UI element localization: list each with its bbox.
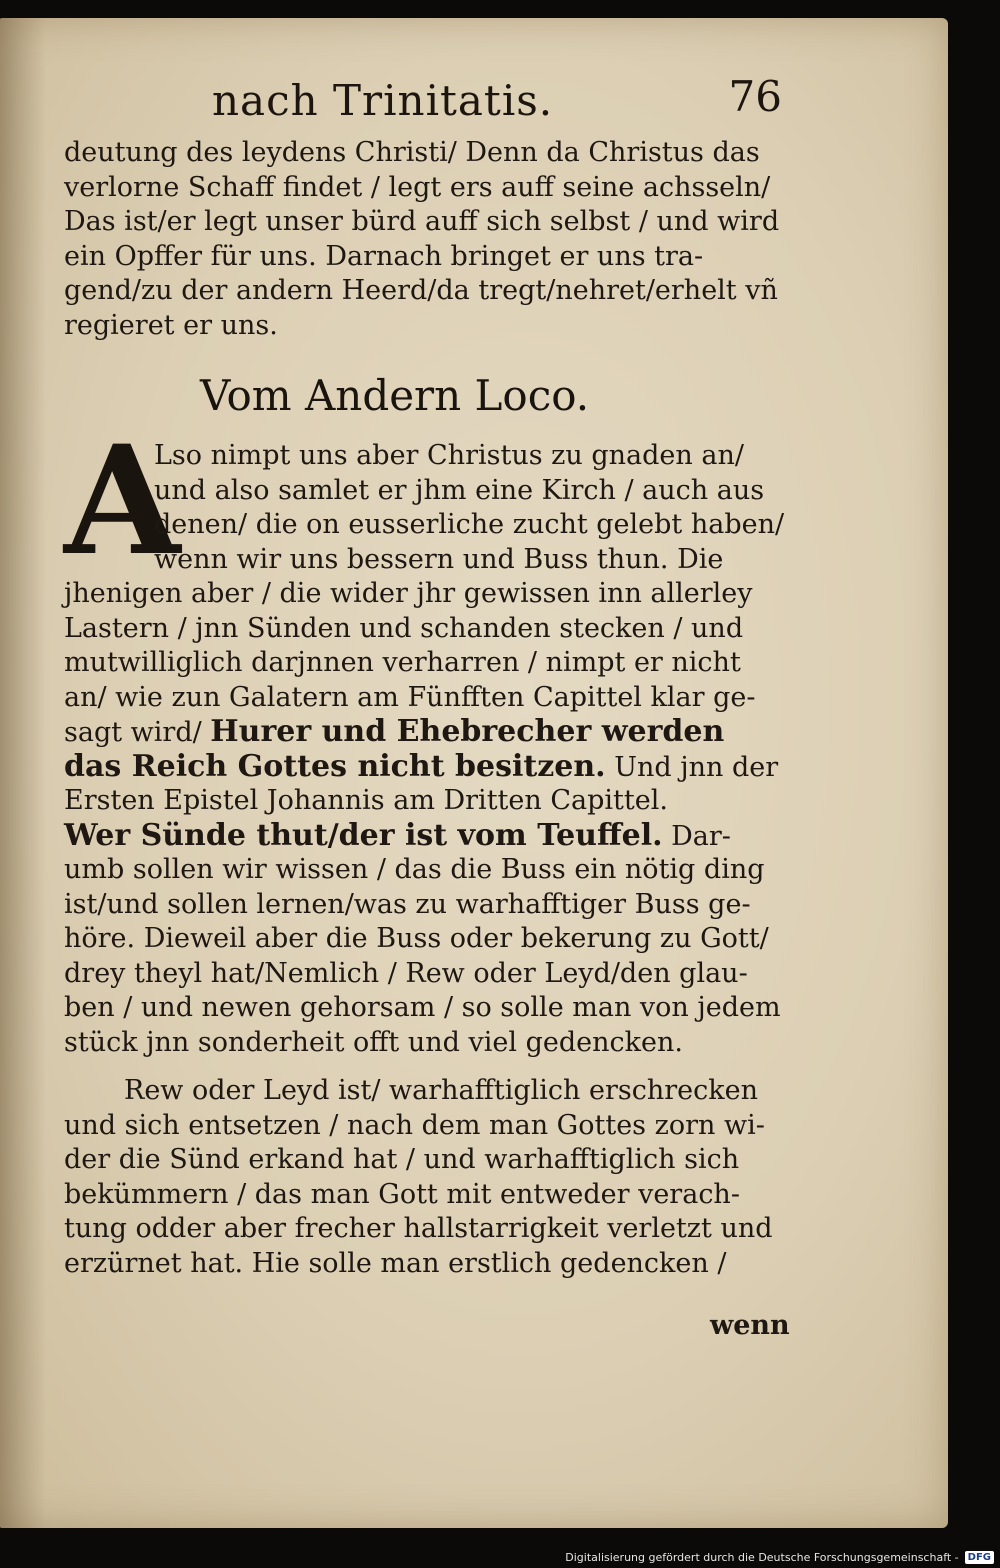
plain-text: Dar- <box>671 820 731 852</box>
text-line: regieret er uns. <box>64 309 278 341</box>
text-line-mixed <box>64 715 784 750</box>
credit-text: Digitalisierung gefördert durch die Deutsche Forschungsgemeinschaft - <box>565 1551 959 1564</box>
text-line: tung odder aber frecher hallstarrigkeit verletzt und <box>64 1213 773 1244</box>
text-line: gend/zu der andern Heerd/da tregt/nehret/erhelt vñ <box>64 275 778 306</box>
scripture-quote: das Reich Gottes nicht besitzen. <box>64 748 606 784</box>
text-line: an/ wie zun Galatern am Fünfften Capittel klar ge- <box>64 681 756 713</box>
text-line: drey theyl hat/Nemlich / Rew oder Leyd/den glau- <box>64 957 748 989</box>
text-line: höre. Dieweil aber die Buss oder bekerung zu Gott/ <box>64 923 769 954</box>
scripture-quote: Wer Sünde thut/der ist vom Teuffel. <box>64 817 663 853</box>
text-line: bekümmern / das man Gott mit entweder verach- <box>64 1178 740 1210</box>
text-block <box>64 136 784 1281</box>
paragraph-1 <box>64 136 784 343</box>
text-line: jhenigen aber / die wider jhr gewissen inn allerley <box>64 578 753 609</box>
text-line-mixed <box>64 750 784 785</box>
text-line: und sich entsetzen / nach dem man Gottes zorn wi- <box>64 1109 765 1141</box>
digitization-credit <box>565 1551 994 1564</box>
paragraph-3 <box>64 1074 784 1281</box>
text-line: denen/ die on eusserliche zucht gelebt haben/ <box>154 509 785 540</box>
text-line: Das ist/er legt unser bürd auff sich selbst / und wird <box>64 206 780 237</box>
text-line: deutung des leydens Christi/ Denn da Christus das <box>64 137 760 168</box>
running-title: nach Trinitatis. <box>212 76 554 125</box>
plain-text: sagt wird/ <box>64 717 202 748</box>
text-line: ben / und newen gehorsam / so solle man von jedem <box>64 992 781 1023</box>
text-line: Lso nimpt uns aber Christus zu gnaden an/ <box>154 440 744 471</box>
drop-initial-letter: A <box>64 413 181 589</box>
paragraph-2 <box>64 439 784 1060</box>
text-line: ist/und sollen lernen/was zu warhafftiger Buss ge- <box>64 888 751 920</box>
text-line: wenn wir uns bessern und Buss thun. Die <box>154 543 724 575</box>
text-line: Rew oder Leyd ist/ warhafftiglich erschrecken <box>124 1075 758 1106</box>
text-line: und also samlet er jhm eine Kirch / auch aus <box>154 474 765 506</box>
section-heading: Vom Andern Loco. <box>200 371 590 420</box>
text-line: der die Sünd erkand hat / und warhafftiglich sich <box>64 1144 740 1175</box>
scripture-quote: Hurer und Ehebrecher werden <box>210 714 725 749</box>
text-line: ein Opffer für uns. Darnach bringet er uns tra- <box>64 240 704 272</box>
catchword: wenn <box>710 1310 790 1341</box>
text-line: verlorne Schaff findet / legt ers auff seine achsseln/ <box>64 171 771 203</box>
dfg-logo: DFG <box>965 1551 994 1564</box>
text-line: stück jnn sonderheit offt und viel gedencken. <box>64 1026 683 1058</box>
text-line: erzürnet hat. Hie solle man erstlich gedencken / <box>64 1247 727 1279</box>
text-line: Lastern / jnn Sünden und schanden stecken / und <box>64 612 744 644</box>
text-line-mixed <box>64 819 784 854</box>
plain-text: Und jnn der <box>614 751 779 783</box>
text-line: mutwilliglich darjnnen verharren / nimpt er nicht <box>64 647 741 678</box>
book-page <box>0 18 948 1528</box>
folio-number: 76 <box>728 72 782 121</box>
running-head <box>212 72 782 136</box>
text-line: umb sollen wir wissen / das die Buss ein nötig ding <box>64 854 765 885</box>
text-line: Ersten Epistel Johannis am Dritten Capittel. <box>64 785 668 816</box>
gutter-shadow <box>0 18 46 1528</box>
